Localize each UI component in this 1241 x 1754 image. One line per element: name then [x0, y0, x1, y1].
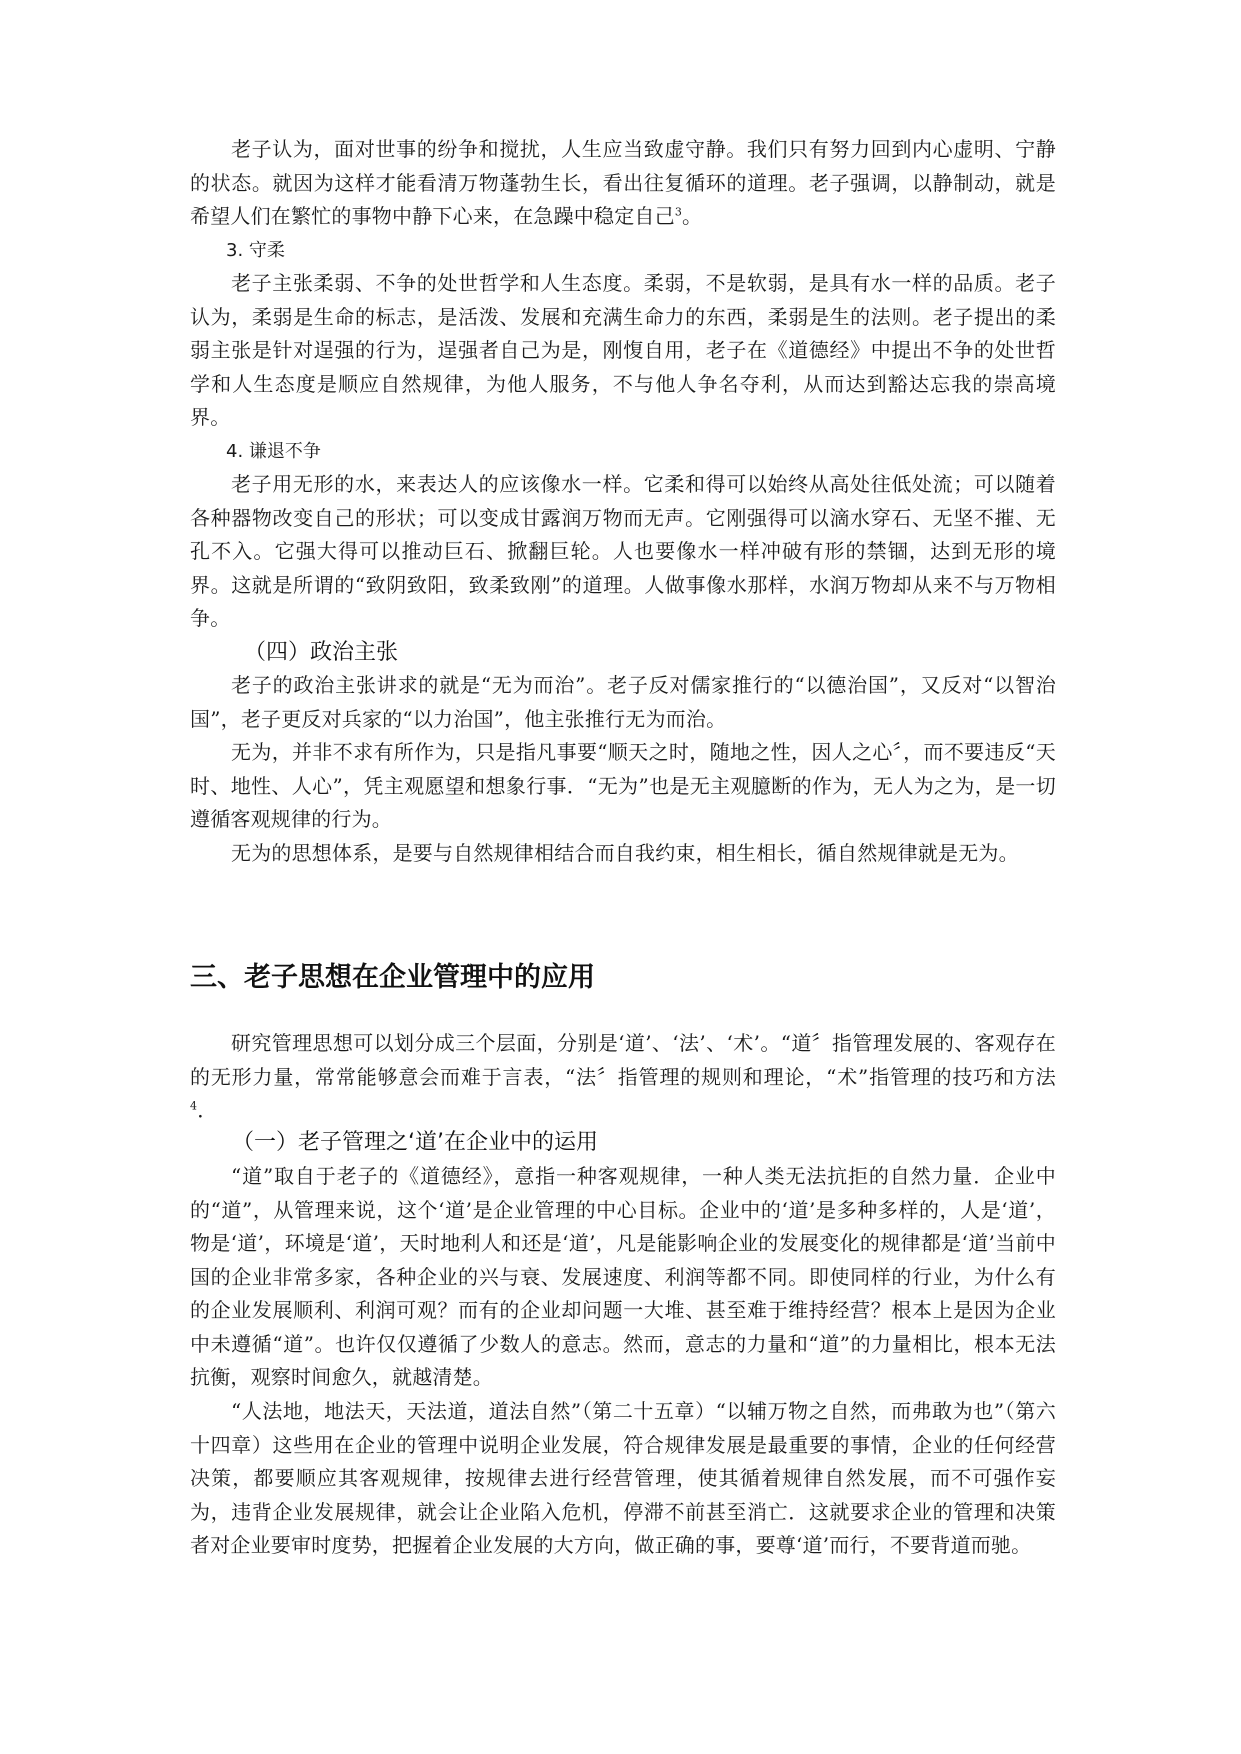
item-label-3: 3. 守柔	[226, 240, 285, 261]
paragraph-text: 研究管理思想可以划分成三个层面，分别是‘道’、‘法’、‘术’。“道〞指管理发展的、客观存在的无形力量，常常能够意会而难于言表，“法〞指管理的规则和理论，“术”指管理的技巧和方法	[190, 1031, 1056, 1089]
paragraph-softness: 老子主张柔弱、不争的处世哲学和人生态度。柔弱，不是软弱，是具有水一样的品质。老子认为，柔弱是生命的标志，是活泼、发展和充满生命力的东西，柔弱是生的法则。老子提出的柔弱主张是针对逞强的行为，逞强者自己为是，刚愎自用，老子在《道德经》中提出不争的处世哲学和人生态度是顺应自然规律，为他人服务，不与他人争名夺利，从而达到豁达忘我的崇高境界。	[190, 271, 1056, 429]
paragraph-follow-nature: “人法地，地法天，天法道，道法自然”（第二十五章）“以辅万物之自然，而弗敢为也”（第六十四章）这些用在企业的管理中说明企业发展，符合规律发展是最重要的事情，企业的任何经营决策，都要顺应其客观规律，按规律去进行经营管理，使其循着规律自然发展，而不可强作妄为，违背企业发展规律，就会让企业陷入危机，停滞不前甚至消亡．这就要求企业的管理和决策者对企业要审时度势，把握着企业发展的大方向，做正确的事，要尊‘道’而行，不要背道而驰。	[190, 1399, 1056, 1557]
paragraph-text: 老子认为，面对世事的纷争和搅扰，人生应当致虚守静。我们只有努力回到内心虚明、宁静的状态。就因为这样才能看清万物蓬勃生长，看出往复循环的道理。老子强调，以静制动，就是希望人们在繁忙的事物中静下心来，在急躁中稳定自己	[190, 137, 1056, 228]
paragraph-end: 。	[682, 204, 703, 228]
paragraph-dao-enterprise: “道”取自于老子的《道德经》，意指一种客观规律，一种人类无法抗拒的自然力量．企业中的“道”，从管理来说，这个‘道’是企业管理的中心目标。企业中的‘道’是多种多样的，人是‘道’，物是‘道’，环境是‘道’，天时地利人和还是‘道’，凡是能影响企业的发展变化的规律都是‘道’当前中国的企业非常多家，各种企业的兴与衰、发展速度、利润等都不同。即使同样的行业，为什么有的企业发展顺利、利润可观？而有的企业却问题一大堆、甚至难于维持经营？根本上是因为企业中未遵循“道”。也许仅仅遵循了少数人的意志。然而，意志的力量和“道”的力量相比，根本无法抗衡，观察时间愈久，就越清楚。	[190, 1164, 1056, 1389]
paragraph-stillness	[190, 133, 1056, 234]
subheading-dao-in-enterprise: （一）老子管理之‘道’在企业中的运用	[232, 1130, 598, 1155]
paragraph-political-view: 老子的政治主张讲求的就是“无为而治”。老子反对儒家推行的“以德治国”，又反对“以智治国”，老子更反对兵家的“以力治国”，他主张推行无为而治。	[190, 673, 1056, 731]
subheading-politics: （四）政治主张	[244, 640, 399, 665]
footnote-marker: 3	[674, 205, 683, 219]
paragraph-end: ．	[197, 1098, 218, 1122]
footnote-marker: 4	[190, 1099, 198, 1113]
paragraph-management-levels	[190, 1027, 1056, 1128]
paragraph-wuwei: 无为，并非不求有所作为，只是指凡事要“顺天之时，随地之性，因人之心〞，而不要违反“天时、地性、人心”，凭主观愿望和想象行事．“无为”也是无主观臆断的作为，无人为之为，是一切遵循客观规律的行为。	[190, 740, 1056, 831]
item-label-4: 4. 谦退不争	[226, 441, 321, 462]
paragraph-wuwei-system: 无为的思想体系，是要与自然规律相结合而自我约束，相生相长，循自然规律就是无为。	[231, 841, 1019, 865]
paragraph-water: 老子用无形的水，来表达人的应该像水一样。它柔和得可以始终从高处往低处流；可以随着各种器物改变自己的形状；可以变成甘露润万物而无声。它刚强得可以滴水穿石、无坚不摧、无孔不入。它强大得可以推动巨石、掀翻巨轮。人也要像水一样冲破有形的禁锢，达到无形的境界。这就是所谓的“致阴致阳，致柔致刚”的道理。人做事像水那样，水润万物却从来不与万物相争。	[190, 472, 1056, 630]
section-heading-3: 三、老子思想在企业管理中的应用	[190, 962, 595, 993]
